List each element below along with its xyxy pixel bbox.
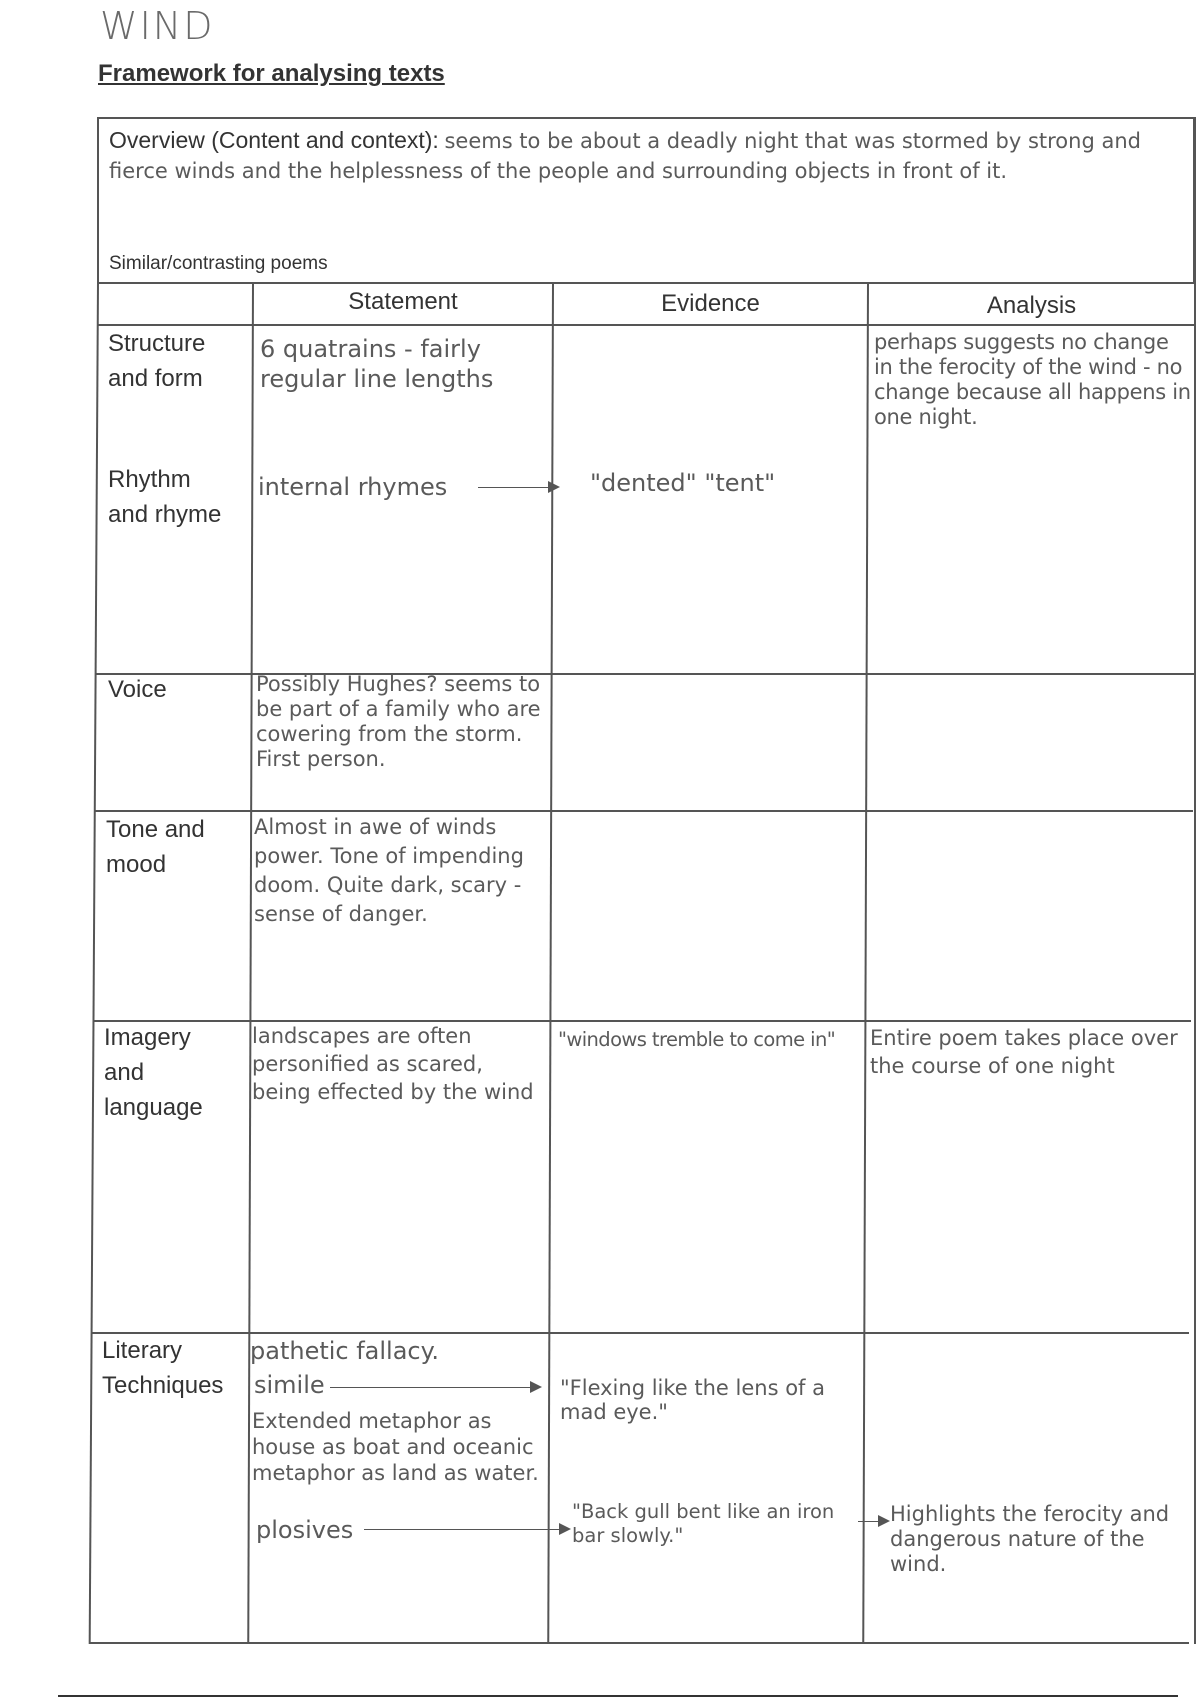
footer-rule	[58, 1695, 1178, 1697]
tone-statement: Almost in awe of winds power. Tone of impending doom. Quite dark, scary - sense of danger.	[254, 815, 524, 926]
voice-statement: Possibly Hughes? seems to be part of a family who are cowering from the storm. First person.	[256, 672, 541, 771]
similar-contrasting-label: Similar/contrasting poems	[109, 253, 328, 274]
page-title: WIND	[100, 4, 215, 48]
literary-evidence-simile: "Flexing like the lens of a mad eye."	[560, 1376, 825, 1424]
row-label-tone: Tone and mood	[106, 816, 205, 878]
column-header-statement: Statement	[348, 288, 458, 315]
row-label-rhythm: Rhythm and rhyme	[108, 466, 222, 528]
table-rule	[97, 324, 1195, 326]
table-rule	[89, 1642, 1189, 1644]
table-rule	[91, 1332, 1189, 1334]
literary-statement-plosives: plosives	[256, 1516, 354, 1544]
literary-statement-pathetic-fallacy: pathetic fallacy.	[250, 1337, 440, 1365]
overview-label: Overview (Content and context):	[109, 127, 439, 153]
arrow-icon	[364, 1529, 569, 1530]
table-rule	[97, 282, 1195, 284]
literary-analysis: Highlights the ferocity and dangerous nature of the wind.	[890, 1502, 1170, 1576]
imagery-evidence: "windows tremble to come in"	[558, 1028, 836, 1051]
literary-evidence-plosives: "Back gull bent like an iron bar slowly."	[572, 1500, 835, 1547]
row-label-imagery: Imagery and language	[104, 1024, 203, 1121]
framework-heading: Framework for analysing texts	[98, 60, 445, 87]
row-label-voice: Voice	[108, 676, 167, 703]
arrow-icon	[478, 487, 558, 488]
structure-statement: 6 quatrains - fairly regular line lengths	[260, 335, 494, 393]
row-label-structure: Structure and form	[108, 330, 206, 392]
rhythm-evidence: "dented" "tent"	[590, 469, 776, 497]
rhythm-statement: internal rhymes	[258, 473, 448, 501]
overview-text	[109, 125, 1184, 186]
imagery-statement: landscapes are often personified as scared, being effected by the wind	[252, 1024, 534, 1104]
arrow-icon	[330, 1387, 540, 1388]
table-rule	[89, 282, 99, 1644]
column-header-analysis: Analysis	[986, 292, 1077, 319]
imagery-analysis: Entire poem takes place over the course of one night	[870, 1026, 1178, 1078]
column-header-evidence: Evidence	[661, 290, 760, 317]
table-rule	[862, 282, 869, 1644]
literary-statement-metaphor: Extended metaphor as house as boat and oceanic metaphor as land as water.	[252, 1409, 539, 1485]
overview-box	[97, 117, 1195, 282]
structure-analysis: perhaps suggests no change in the ferocity of the wind - no change because all happens in one night.	[874, 330, 1191, 429]
row-label-literary: Literary Techniques	[102, 1337, 224, 1399]
literary-statement-simile: simile	[254, 1371, 325, 1399]
overview-value: seems to be about a deadly night that was stormed by strong and fierce winds and the helplessness of the people and surrounding objects in front of it.	[109, 129, 1141, 183]
arrow-icon	[858, 1521, 888, 1522]
table-rule	[95, 810, 1193, 812]
table-rule	[1194, 117, 1196, 1644]
